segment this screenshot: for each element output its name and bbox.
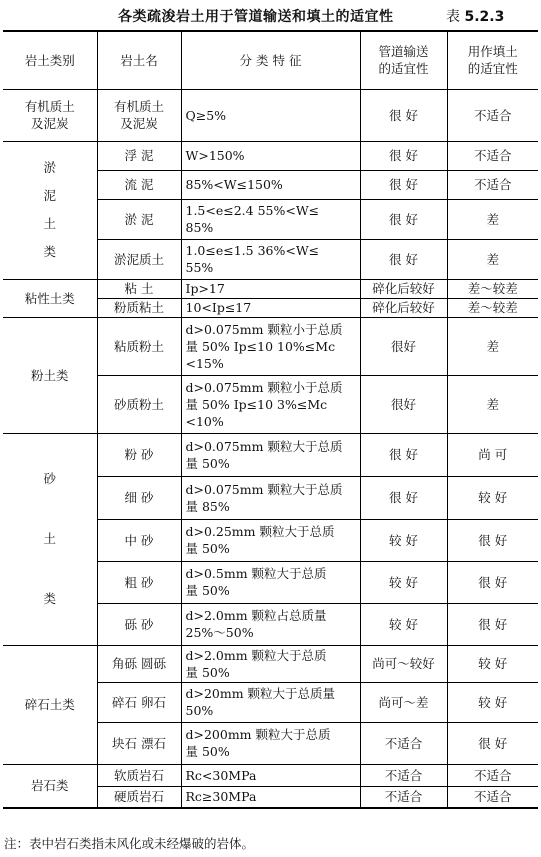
fill-suitability: 较 好 xyxy=(447,645,538,682)
table-row xyxy=(3,645,538,682)
soil-name: 淤 泥 xyxy=(97,199,181,239)
feature: d>0.075mm 颗粒小于总质 量 50% Ip≤10 3%≤Mc <10% xyxy=(181,375,360,433)
feature: d>2.0mm 颗粒占总质量 25%～50% xyxy=(181,603,360,645)
category-silt-mud: 淤 泥 土 类 xyxy=(3,141,97,279)
pipe-suitability: 尚可～较好 xyxy=(360,645,447,682)
fill-suitability: 很 好 xyxy=(447,603,538,645)
feature: 10<Ip≤17 xyxy=(181,298,360,317)
table-row xyxy=(3,764,538,786)
feature: Rc<30MPa xyxy=(181,764,360,786)
category-gravel: 碎石土类 xyxy=(3,645,97,764)
feature: d>20mm 颗粒大于总质量 50% xyxy=(181,682,360,722)
feature: 85%<W≤150% xyxy=(181,170,360,199)
pipe-suitability: 较 好 xyxy=(360,561,447,603)
feature: d>0.075mm 颗粒大于总质 量 85% xyxy=(181,476,360,519)
pipe-suitability: 很好 xyxy=(360,375,447,433)
feature: d>0.075mm 颗粒大于总质 量 50% xyxy=(181,433,360,476)
pipe-suitability: 很 好 xyxy=(360,433,447,476)
feature: 1.5<e≤2.4 55%<W≤ 85% xyxy=(181,199,360,239)
category-organic: 有机质土 及泥炭 xyxy=(3,89,97,141)
soil-name: 淤泥质土 xyxy=(97,239,181,279)
soil-name: 细 砂 xyxy=(97,476,181,519)
table-row xyxy=(3,317,538,375)
pipe-suitability: 不适合 xyxy=(360,722,447,764)
pipe-suitability: 较 好 xyxy=(360,519,447,561)
pipe-suitability: 尚可～差 xyxy=(360,682,447,722)
feature: d>0.25mm 颗粒大于总质 量 50% xyxy=(181,519,360,561)
header-row xyxy=(3,31,538,89)
table-title: 各类疏浚岩土用于管道输送和填土的适宜性 xyxy=(118,9,394,25)
fill-suitability: 差 xyxy=(447,375,538,433)
fill-suitability: 差 xyxy=(447,317,538,375)
feature: 1.0≤e≤1.5 36%<W≤ 55% xyxy=(181,239,360,279)
fill-suitability: 尚 可 xyxy=(447,433,538,476)
header-feature: 分 类 特 征 xyxy=(181,31,360,89)
soil-name: 粘 土 xyxy=(97,279,181,298)
soil-name: 有机质土 及泥炭 xyxy=(97,89,181,141)
category-sand: 砂 土 类 xyxy=(3,433,97,645)
pipe-suitability: 碎化后较好 xyxy=(360,298,447,317)
category-clay: 粘性土类 xyxy=(3,279,97,317)
feature: d>0.075mm 颗粒小于总质 量 50% Ip≤10 10%≤Mc <15% xyxy=(181,317,360,375)
fill-suitability: 很 好 xyxy=(447,519,538,561)
fill-suitability: 差～较差 xyxy=(447,279,538,298)
fill-suitability: 较 好 xyxy=(447,682,538,722)
feature: Q≥5% xyxy=(181,89,360,141)
feature: W>150% xyxy=(181,141,360,170)
soil-name: 中 砂 xyxy=(97,519,181,561)
table-note: 注：表中岩石类指未风化或未经爆破的岩体。 xyxy=(4,836,255,851)
fill-suitability: 不适合 xyxy=(447,786,538,808)
soil-name: 砂质粉土 xyxy=(97,375,181,433)
pipe-suitability: 不适合 xyxy=(360,786,447,808)
table-row xyxy=(3,433,538,476)
suitability-table xyxy=(3,30,538,809)
pipe-suitability: 很 好 xyxy=(360,89,447,141)
feature: Ip>17 xyxy=(181,279,360,298)
pipe-suitability: 不适合 xyxy=(360,764,447,786)
soil-name: 硬质岩石 xyxy=(97,786,181,808)
soil-name: 软质岩石 xyxy=(97,764,181,786)
pipe-suitability: 很好 xyxy=(360,317,447,375)
soil-name: 粘质粉土 xyxy=(97,317,181,375)
table-row xyxy=(3,141,538,170)
soil-name: 浮 泥 xyxy=(97,141,181,170)
fill-suitability: 差 xyxy=(447,239,538,279)
pipe-suitability: 碎化后较好 xyxy=(360,279,447,298)
pipe-suitability: 很 好 xyxy=(360,476,447,519)
fill-suitability: 不适合 xyxy=(447,170,538,199)
category-silt: 粉土类 xyxy=(3,317,97,433)
soil-name: 粗 砂 xyxy=(97,561,181,603)
fill-suitability: 差 xyxy=(447,199,538,239)
table-caption xyxy=(0,0,541,30)
table-row xyxy=(3,279,538,298)
category-rock: 岩石类 xyxy=(3,764,97,808)
soil-name: 角砾 圆砾 xyxy=(97,645,181,682)
feature: d>200mm 颗粒大于总质 量 50% xyxy=(181,722,360,764)
fill-suitability: 差～较差 xyxy=(447,298,538,317)
header-pipe: 管道输送 的适宜性 xyxy=(360,31,447,89)
table-number: 表 5.2.3 xyxy=(446,9,505,25)
pipe-suitability: 很 好 xyxy=(360,141,447,170)
feature: d>2.0mm 颗粒大于总质 量 50% xyxy=(181,645,360,682)
soil-name: 块石 漂石 xyxy=(97,722,181,764)
fill-suitability: 不适合 xyxy=(447,141,538,170)
soil-name: 粉 砂 xyxy=(97,433,181,476)
table-row xyxy=(3,89,538,141)
soil-name: 流 泥 xyxy=(97,170,181,199)
pipe-suitability: 较 好 xyxy=(360,603,447,645)
feature: d>0.5mm 颗粒大于总质 量 50% xyxy=(181,561,360,603)
feature: Rc≥30MPa xyxy=(181,786,360,808)
fill-suitability: 很 好 xyxy=(447,561,538,603)
soil-name: 粉质粘土 xyxy=(97,298,181,317)
soil-name: 碎石 卵石 xyxy=(97,682,181,722)
pipe-suitability: 很 好 xyxy=(360,170,447,199)
fill-suitability: 不适合 xyxy=(447,89,538,141)
header-fill: 用作填土 的适宜性 xyxy=(447,31,538,89)
pipe-suitability: 很 好 xyxy=(360,239,447,279)
pipe-suitability: 很 好 xyxy=(360,199,447,239)
fill-suitability: 不适合 xyxy=(447,764,538,786)
soil-name: 砾 砂 xyxy=(97,603,181,645)
header-name: 岩土名 xyxy=(97,31,181,89)
fill-suitability: 较 好 xyxy=(447,476,538,519)
header-category: 岩土类别 xyxy=(3,31,97,89)
fill-suitability: 很 好 xyxy=(447,722,538,764)
